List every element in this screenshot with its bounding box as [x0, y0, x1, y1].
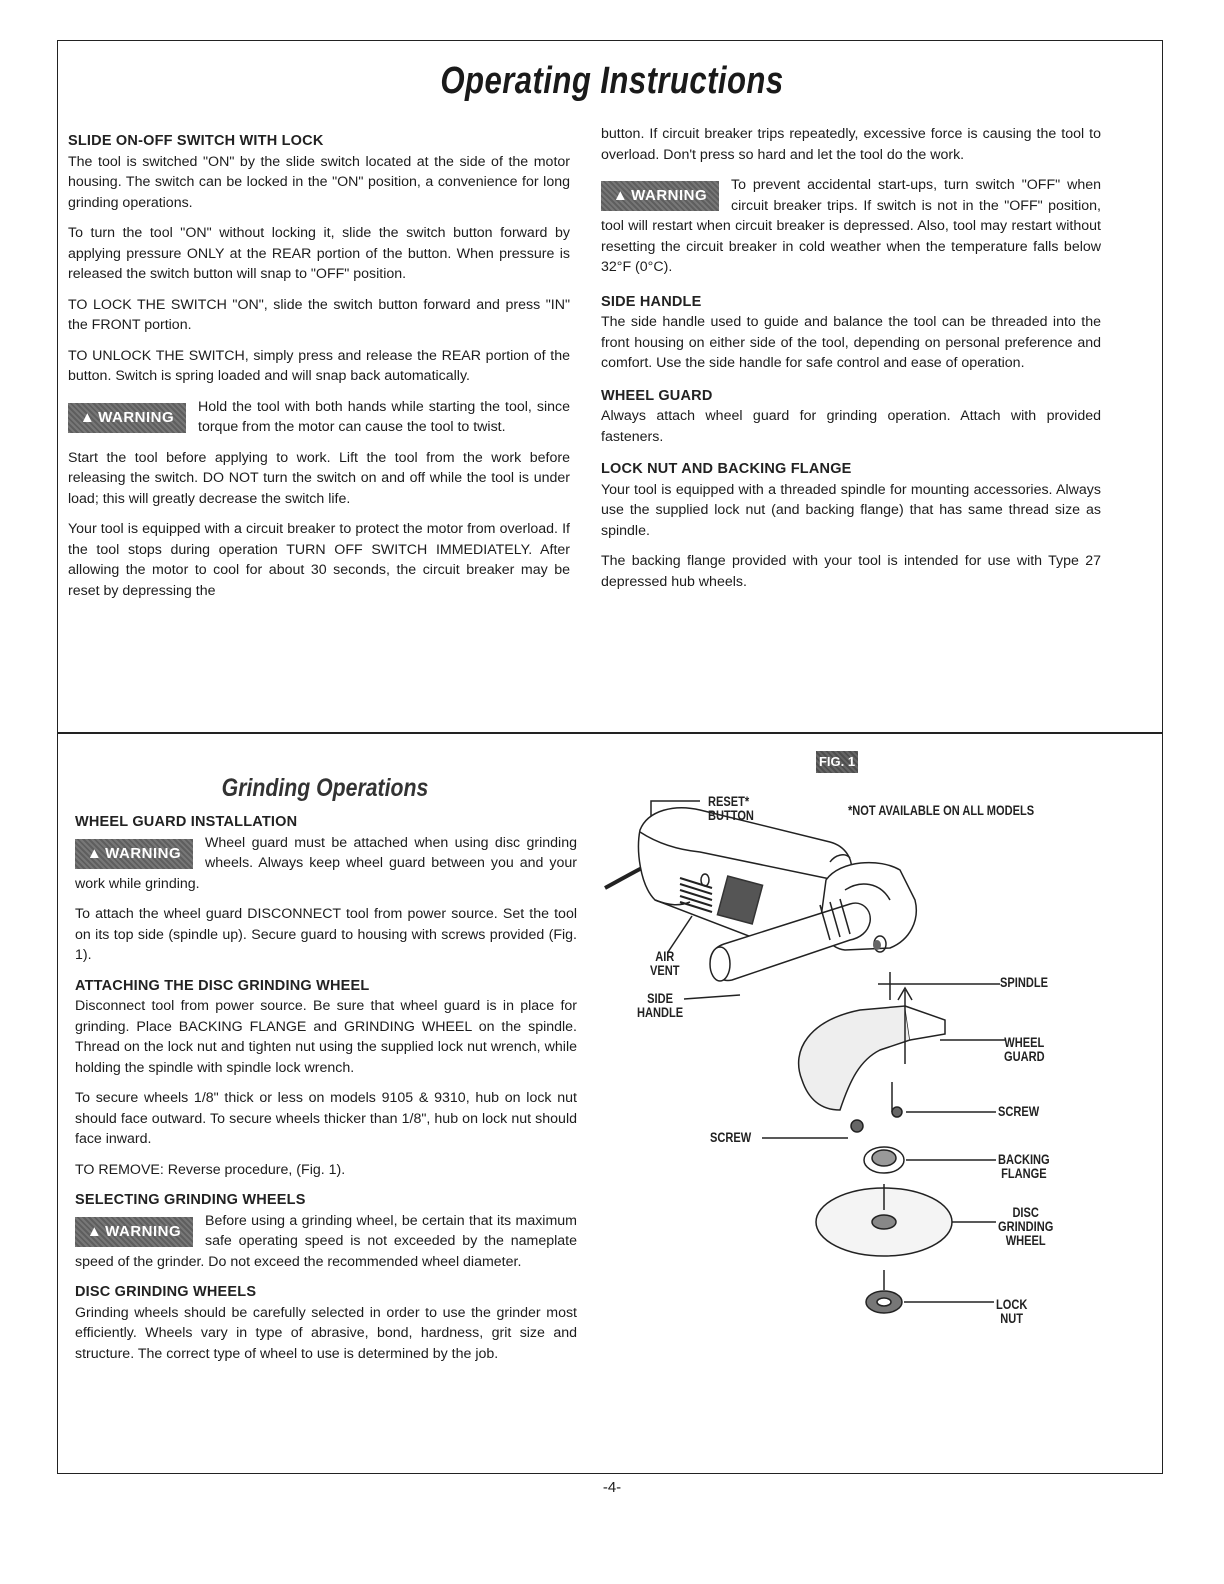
slide-switch-heading: SLIDE ON-OFF SWITCH WITH LOCK — [68, 133, 324, 149]
lock-nut-p2: The backing flange provided with your tool is intended for use with Type 27 depressed hub wheels. — [601, 553, 1101, 590]
lock-nut-p1: Your tool is equipped with a threaded spindle for mounting accessories. Always use the supplied lock nut (and backing flange) that has same thread size as spindle. — [601, 481, 1101, 539]
attaching-p1: Disconnect tool from power source. Be sure that wheel guard is in place for grinding. Place BACKING FLANGE and GRINDING WHEEL on the spindle. Thread on the lock nut and tighten nut using the supplied lock nut wrench, while holding the spindle with spindle lock wrench. — [75, 998, 577, 1076]
label-lock-nut: LOCK NUT — [996, 1297, 1028, 1326]
warning-badge: ▲ WARNING — [75, 839, 193, 869]
attaching-heading: ATTACHING THE DISC GRINDING WHEEL — [75, 977, 370, 994]
attaching-p3: TO REMOVE: Reverse procedure, (Fig. 1). — [75, 1161, 346, 1178]
warning-triangle-icon: ▲ — [612, 187, 629, 204]
slide-switch-p4: TO UNLOCK THE SWITCH, simply press and release the REAR portion of the button. Switch is spring loaded and will snap back automatically. — [68, 347, 570, 384]
page-number: -4- — [602, 1479, 622, 1496]
label-wheel-guard: WHEEL GUARD — [1004, 1035, 1045, 1064]
slide-switch-p5: Start the tool before applying to work. Lift the tool from the work before releasing the switch. DO NOT turn the switch on and off while the tool is under load; this will greatly decrease the switch life. — [68, 449, 570, 507]
label-reset-button: RESET* BUTTON — [708, 794, 754, 823]
circuit-breaker-p1: Your tool is equipped with a circuit breaker to protect the motor from overload. If the tool stops during operation TURN OFF SWITCH IMMEDIATELY. After allowing the motor to cool for about 30 seconds, the circuit breaker may be reset by depressing the — [68, 521, 570, 599]
slide-switch-p2: To turn the tool "ON" without locking it, slide the switch button forward by applying pressure ONLY at the REAR portion of the button. When pressure is released the switch button will snap to "OFF" position. — [68, 225, 570, 282]
figure-label: FIG. 1 — [816, 751, 858, 773]
label-disc-grinding-wheel: DISC GRINDING WHEEL — [998, 1205, 1054, 1248]
side-handle-text: The side handle used to guide and balance the tool can be threaded into the front housing on either side of the tool, depending on personal preference and comfort. Use the side handle for safe control and ease of operation. — [601, 314, 1101, 371]
label-spindle: SPINDLE — [1000, 975, 1048, 990]
label-side-handle: SIDE HANDLE — [637, 991, 684, 1020]
warning-startup-text: To prevent accidental start-ups, turn switch "OFF" when circuit breaker trips. If switch is not in the "OFF" position, tool will restart when circuit breaker is depressed. Also, tool may restart without resetting the circuit breaker in cold weather when the temperature falls below 32°F (0°C). — [601, 177, 1101, 275]
lock-nut-heading: LOCK NUT AND BACKING FLANGE — [601, 461, 852, 477]
disc-wheels-heading: DISC GRINDING WHEELS — [75, 1284, 257, 1300]
grinding-operations-title: Grinding Operations — [221, 774, 429, 802]
wheel-guard-heading: WHEEL GUARD — [601, 387, 713, 404]
wheel-guard-text: Always attach wheel guard for grinding operation. Attach with provided fasteners. — [601, 408, 1101, 445]
slide-switch-p3: TO LOCK THE SWITCH "ON", slide the switch button forward and press "IN" the FRONT portion. — [68, 296, 570, 333]
warning-speed-text: Before using a grinding wheel, be certain that its maximum safe operating speed is not exceeded by the nameplate speed of the grinder. Do not exceed the recommended wheel diameter. — [75, 1212, 577, 1270]
warning-triangle-icon: ▲ — [79, 408, 96, 426]
selecting-heading: SELECTING GRINDING WHEELS — [75, 1192, 306, 1208]
guard-install-p1: To attach the wheel guard DISCONNECT tool from power source. Set the tool on its top side (spindle up). Secure guard to housing with screws provided (Fig. 1). — [75, 906, 577, 963]
label-screw-left: SCREW — [710, 1130, 752, 1145]
side-handle-heading: SIDE HANDLE — [601, 293, 702, 310]
guard-install-heading: WHEEL GUARD INSTALLATION — [75, 814, 298, 830]
page-title: Operating Instructions — [440, 60, 784, 102]
label-backing-flange: BACKING FLANGE — [998, 1152, 1050, 1181]
label-screw-right: SCREW — [998, 1104, 1040, 1119]
circuit-breaker-cont: button. If circuit breaker trips repeatedly, excessive force is causing the tool to overload. Don't press so hard and let the tool do the work. — [601, 126, 1101, 163]
label-air-vent: AIR VENT — [650, 949, 680, 978]
warning-guard-text: Wheel guard must be attached when using disc grinding wheels. Always keep wheel guard between you and your work while grinding. — [75, 834, 577, 892]
attaching-p2: To secure wheels 1/8" thick or less on models 9105 & 9310, hub on lock nut should face outward. To secure wheels thicker than 1/8", hub on lock nut should face inward. — [75, 1090, 577, 1147]
warning-triangle-icon: ▲ — [86, 844, 103, 862]
warning-torque-text: Hold the tool with both hands while starting the tool, since torque from the motor can cause the tool to twist. — [198, 398, 570, 435]
warning-badge: ▲ WARNING — [601, 181, 719, 211]
disc-wheels-text: Grinding wheels should be carefully selected in order to use the grinder most efficiently. Wheels vary in type of abrasive, bond, hardness, grit size and structure. The correct type of wheel to use is determined by the job. — [75, 1304, 577, 1362]
slide-switch-p1: The tool is switched "ON" by the slide switch located at the side of the motor housing. The switch can be locked in the "ON" position, a convenience for long grinding operations. — [68, 153, 570, 211]
warning-badge: ▲ WARNING — [68, 403, 186, 433]
warning-badge: ▲ WARNING — [75, 1217, 193, 1247]
warning-triangle-icon: ▲ — [86, 1222, 103, 1240]
figure-note: *NOT AVAILABLE ON ALL MODELS — [848, 803, 1035, 818]
